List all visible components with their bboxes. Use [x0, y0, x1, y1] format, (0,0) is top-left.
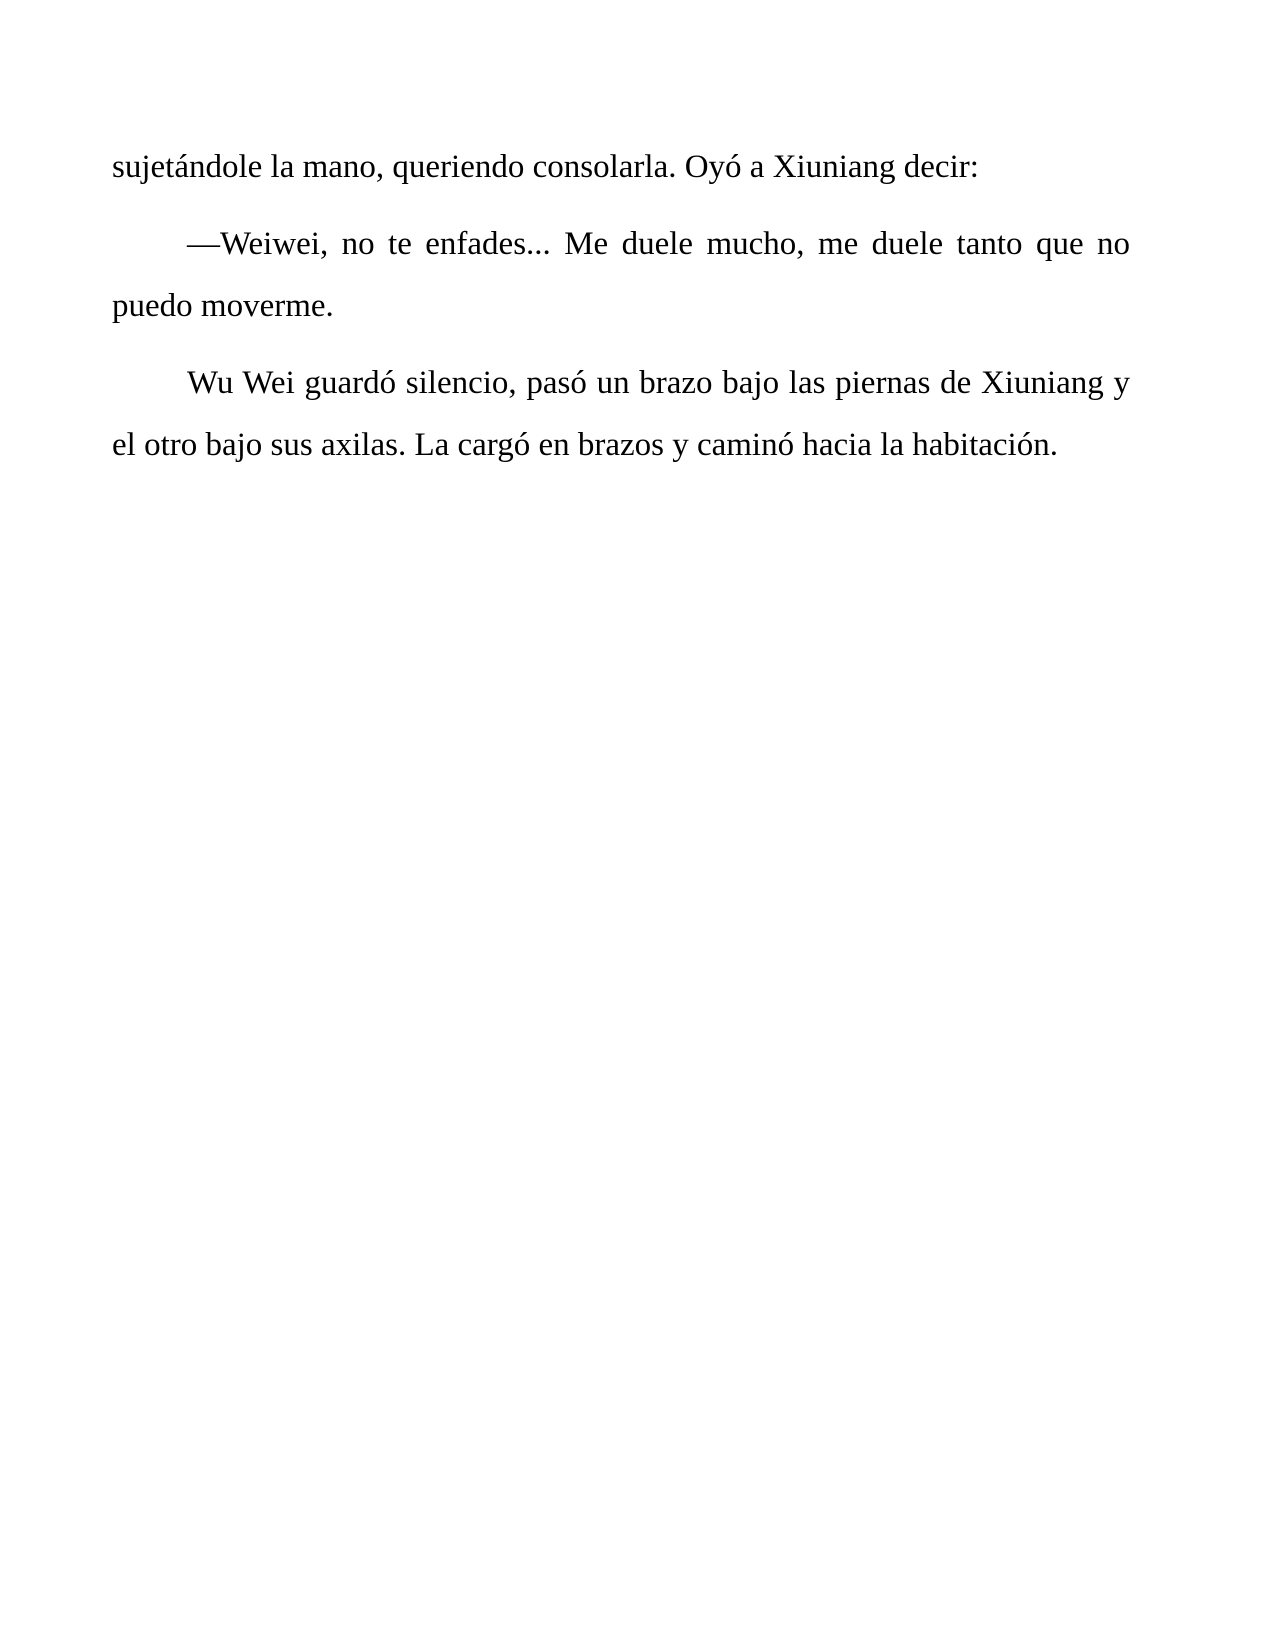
paragraph-continuation: sujetándole la mano, queriendo consolarla. Oyó a Xiuniang decir: [112, 149, 979, 185]
paragraph-dialogue: —Weiwei, no te enfades... Me duele mucho, me duele tanto que no puedo moverme. [112, 226, 1130, 324]
body-text [112, 136, 1130, 491]
paragraph-narration: Wu Wei guardó silencio, pasó un brazo bajo las piernas de Xiuniang y el otro bajo sus axilas. La cargó en brazos y caminó hacia la habitación. [112, 365, 1130, 463]
